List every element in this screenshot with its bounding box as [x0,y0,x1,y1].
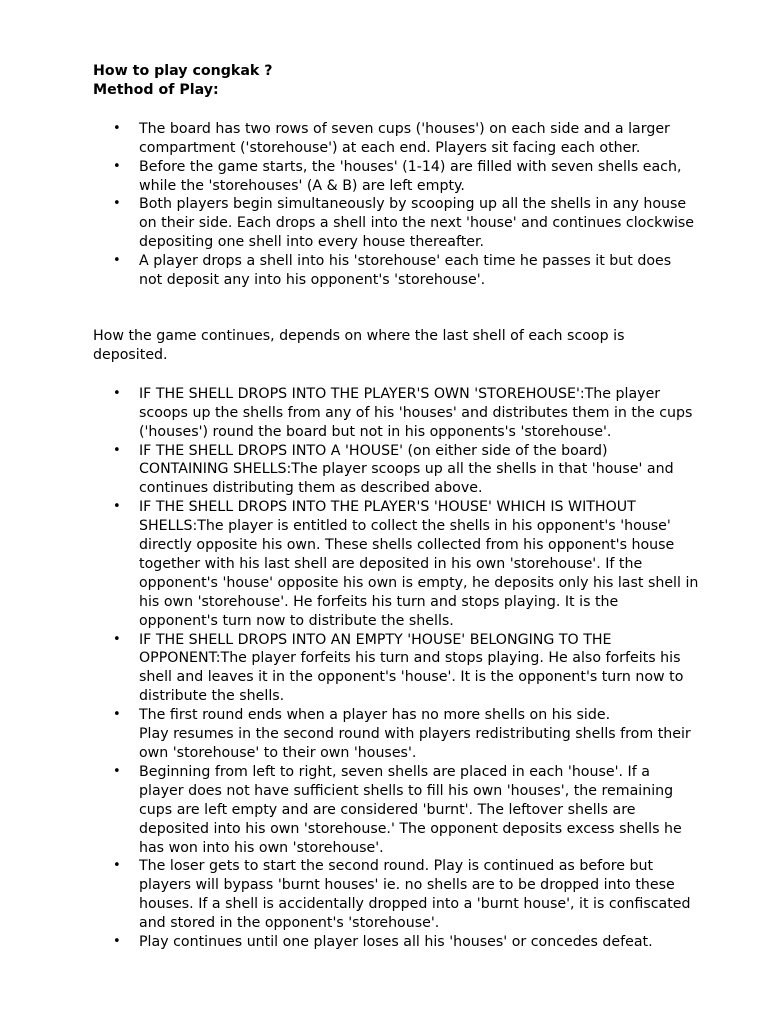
method-list-item [93,252,693,290]
text-line: • IF THE SHELL DROPS INTO AN EMPTY 'HOUSE' BELONGING TO THE [139,631,612,648]
text-line: • A player drops a shell into his 'storehouse' each time he passes it but does [139,253,672,270]
method-list [93,120,693,290]
text-line: • The loser gets to start the second round. Play is continued as before but [139,858,654,875]
text-line: compartment ('storehouse') at each end. Players sit facing each other. [139,139,641,156]
rules-list [93,385,699,952]
text-line: own 'storehouse' to their own 'houses'. [139,745,417,761]
text-line: distribute the shells. [139,688,285,705]
text-line: his own 'storehouse'. He forfeits his turn and stops playing. It is the [139,593,619,610]
text-line: on their side. Each drops a shell into the next 'house' and continues clockwise [139,215,695,232]
document-page [93,62,699,952]
text-line: • Beginning from left to right, seven shells are placed in each 'house'. If a [139,763,650,780]
method-list-item [93,195,693,252]
text-line: opponent's 'house' opposite his own is empty, he deposits only his last shell in [139,574,699,591]
text-line: deposited into his own 'storehouse.' The opponent deposits excess shells he [139,820,682,837]
text-line: SHELLS:The player is entitled to collect the shells in his opponent's 'house' [139,518,671,535]
text-line: • Both players begin simultaneously by scooping up all the shells in any house [139,196,687,213]
text-line: together with his last shell are deposited in his own 'storehouse'. If the [139,555,643,572]
text-line: not deposit any into his opponent's 'storehouse'. [139,272,486,289]
section-heading-method-of-play: Method of Play: [93,81,219,98]
method-list-item [93,120,693,158]
rule-list-item [93,857,693,933]
text-line: CONTAINING SHELLS:The player scoops up all the shells in that 'house' and [139,461,674,478]
text-line: • IF THE SHELL DROPS INTO THE PLAYER'S 'HOUSE' WHICH IS WITHOUT [139,499,636,516]
document-title: How to play congkak ? [93,63,273,79]
text-line: ('houses') round the board but not in his opponents's 'storehouse'. [139,423,612,440]
rule-list-item [93,385,693,442]
text-line: • Before the game starts, the 'houses' (1-14) are filled with seven shells each, [139,158,682,175]
text-line: depositing one shell into every house thereafter. [139,234,485,251]
text-line: player does not have sufficient shells to fill his own 'houses', the remaining [139,782,674,799]
text-line: deposited. [93,346,168,363]
rule-list-item [93,763,693,858]
rule-list-item [93,706,693,763]
text-line: cups are left empty and are considered 'burnt'. The leftover shells are [139,801,636,818]
text-line: scoops up the shells from any of his 'houses' and distributes them in the cups [139,404,693,421]
text-line: OPPONENT:The player forfeits his turn and stops playing. He also forfeits his [139,650,681,667]
text-line: • Play continues until one player loses all his 'houses' or concedes defeat. [139,934,653,951]
text-line: • IF THE SHELL DROPS INTO A 'HOUSE' (on either side of the board) [139,442,608,459]
text-line: • IF THE SHELL DROPS INTO THE PLAYER'S OWN 'STOREHOUSE':The player [139,385,661,402]
text-line: Play resumes in the second round with players redistributing shells from their [139,726,691,743]
method-list-item [93,158,693,196]
text-line: houses. If a shell is accidentally dropped into a 'burnt house', it is confiscated [139,896,691,913]
text-line: players will bypass 'burnt houses' ie. no shells are to be dropped into these [139,877,675,894]
text-line: while the 'storehouses' (A & B) are left empty. [139,177,465,194]
text-line: opponent's turn now to distribute the shells. [139,612,454,629]
continue-paragraph [93,327,625,365]
text-line: directly opposite his own. These shells collected from his opponent's house [139,537,675,554]
text-line: has won into his own 'storehouse'. [139,839,384,856]
text-line: • The board has two rows of seven cups ('houses') on each side and a larger [139,120,670,137]
text-line: • The first round ends when a player has no more shells on his side. [139,707,611,724]
rule-list-item [93,631,693,707]
text-line: shell and leaves it in the opponent's 'house'. It is the opponent's turn now to [139,669,684,686]
text-line: How the game continues, depends on where the last shell of each scoop is [93,327,625,344]
rule-list-item [93,933,693,952]
text-line: continues distributing them as described above. [139,480,483,497]
rule-list-item [93,442,693,499]
rule-list-item [93,498,699,630]
text-line: and stored in the opponent's 'storehouse'. [139,915,440,932]
